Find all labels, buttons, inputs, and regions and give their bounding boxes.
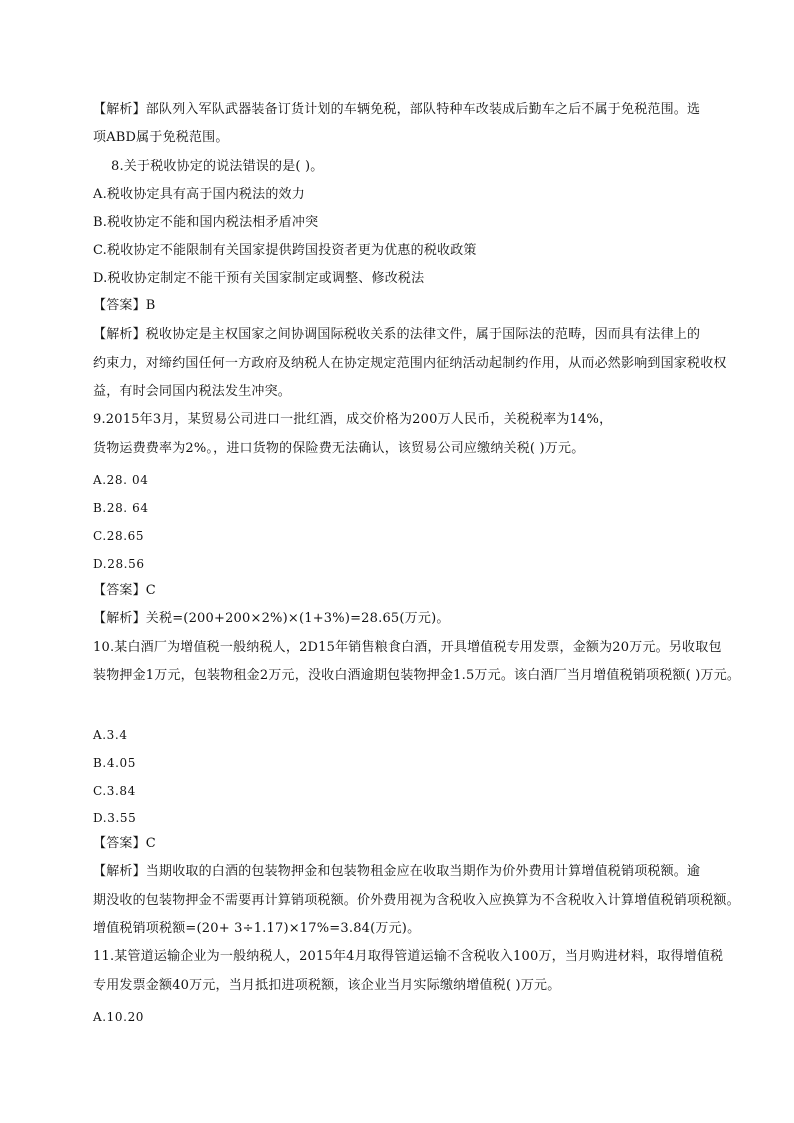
question-9-continued: 货物运费费率为2%。，进口货物的保险费无法确认，该贸易公司应缴纳关税( )万元。 — [93, 441, 585, 456]
option-c: C.3.84 — [93, 784, 136, 798]
option-d: D.28.56 — [93, 557, 145, 571]
option-a: A.28. 04 — [93, 473, 149, 487]
question-9: 9.2015年3月，某贸易公司进口一批红酒，成交价格为200万人民币，关税税率为14%， — [93, 412, 613, 427]
explanation-line: 约束力，对缔约国任何一方政府及纳税人在协定规定范围内征纳活动起制约作用，从而必然影响到国家税收权 — [93, 356, 727, 371]
explanation-line: 期没收的包装物押金不需要再计算销项税额。价外费用视为含税收入应换算为不含税收入计算增值税销项税额。 — [93, 893, 740, 908]
answer-label: 【答案】C — [93, 583, 156, 598]
option-a: A.10.20 — [93, 1010, 145, 1024]
formula-line: 增值税销项税额=(20+ 3÷1.17)×17%=3.84(万元)。 — [93, 921, 421, 936]
explanation-line: 【解析】税收协定是主权国家之间协调国际税收关系的法律文件，属于国际法的范畴，因而具有法律上的 — [93, 327, 701, 342]
question-10: 10.某白酒厂为增值税一般纳税人，2D15年销售粮食白酒，开具增值税专用发票，金额为20万元。另收取包 — [93, 640, 722, 655]
option-b: B.28. 64 — [93, 501, 149, 515]
explanation-line: 【解析】部队列入军队武器装备订货计划的车辆免税，部队特种车改装成后勤车之后不属于免税范围。选 — [93, 102, 701, 117]
option-b: B.4.05 — [93, 756, 136, 770]
option-c: C.税收协定不能限制有关国家提供跨国投资者更为优惠的税收政策 — [93, 243, 477, 258]
question-11-continued: 专用发票金额40万元，当月抵扣进项税额，该企业当月实际缴纳增值税( )万元。 — [93, 978, 561, 993]
option-a: A.3.4 — [93, 728, 128, 742]
explanation-line: 项ABD属于免税范围。 — [93, 130, 229, 145]
option-c: C.28.65 — [93, 529, 145, 543]
question-10-continued: 装物押金1万元，包装物租金2万元，没收白酒逾期包装物押金1.5万元。该白酒厂当月增值税销项税额( )万元。 — [93, 668, 741, 683]
explanation-line: 【解析】当期收取的白酒的包装物押金和包装物租金应在收取当期作为价外费用计算增值税销项税额。逾 — [93, 864, 701, 879]
option-d: D.税收协定制定不能干预有关国家制定或调整、修改税法 — [93, 271, 425, 286]
explanation-line: 益，有时会同国内税法发生冲突。 — [93, 384, 292, 399]
option-d: D.3.55 — [93, 811, 137, 825]
explanation-line: 【解析】关税=(200+200×2%)×(1+3%)=28.65(万元)。 — [93, 611, 450, 626]
question-8: 8.关于税收协定的说法错误的是( )。 — [111, 159, 324, 174]
option-a: A.税收协定具有高于国内税法的效力 — [93, 187, 305, 202]
answer-label: 【答案】B — [93, 298, 156, 313]
option-b: B.税收协定不能和国内税法相矛盾冲突 — [93, 215, 319, 230]
answer-label: 【答案】C — [93, 836, 156, 851]
question-11: 11.某管道运输企业为一般纳税人，2015年4月取得管道运输不含税收入100万，当月购进材料，取得增值税 — [93, 949, 724, 964]
